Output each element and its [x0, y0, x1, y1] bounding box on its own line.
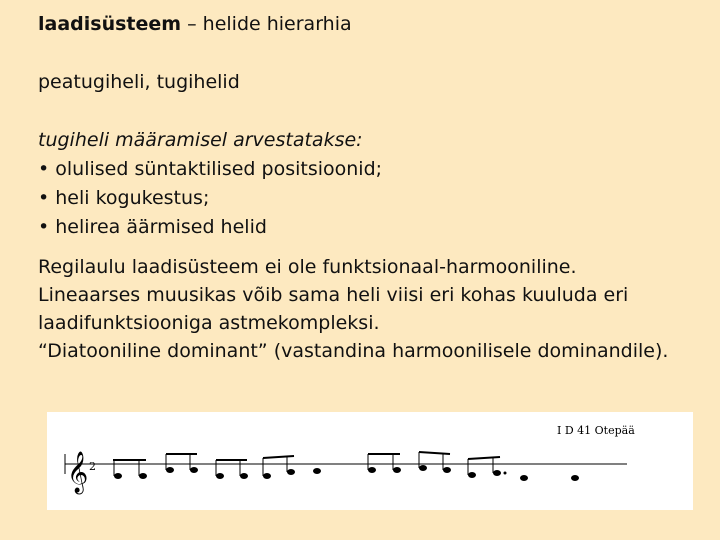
note — [419, 465, 427, 471]
paragraph-line: Regilaulu laadisüsteem ei ole funktsionaal-harmooniline. — [38, 256, 577, 278]
note-group — [419, 452, 451, 473]
music-reference: I D 41 Otepää — [557, 424, 635, 437]
music-example — [47, 412, 693, 510]
bullet: • — [38, 216, 50, 238]
note — [468, 472, 476, 478]
treble-clef-icon: 𝄞 — [67, 452, 89, 493]
beam — [263, 456, 294, 458]
bullet: • — [38, 187, 50, 209]
note — [443, 467, 451, 473]
paragraph-line: laadifunktsiooniga astmekompleksi. — [38, 312, 380, 334]
title-rest: – helide hierarhia — [181, 13, 352, 35]
note-group — [113, 460, 147, 479]
note — [493, 470, 501, 476]
music-notation — [47, 412, 693, 510]
note — [240, 473, 248, 479]
criteria-item-text: heli kogukestus; — [55, 187, 210, 209]
note — [216, 473, 224, 479]
note — [571, 475, 579, 481]
criteria-item-text: olulised süntaktilised positsioonid; — [55, 158, 383, 180]
note — [139, 473, 147, 479]
note — [166, 467, 174, 473]
note — [287, 469, 295, 475]
subtitle: peatugiheli, tugihelid — [38, 71, 240, 93]
title-term: laadisüsteem — [38, 13, 182, 35]
time-signature: 2 — [89, 460, 96, 473]
slide-title — [38, 12, 352, 36]
note — [313, 468, 321, 474]
note — [190, 467, 198, 473]
note — [114, 473, 122, 479]
note-group — [216, 460, 248, 479]
paragraph-line: Lineaarses muusikas võib sama heli viisi eri kohas kuuluda eri — [38, 284, 629, 306]
beam — [468, 457, 500, 459]
dot — [504, 472, 507, 475]
note — [520, 475, 528, 481]
beam — [419, 452, 450, 454]
criteria-item — [38, 157, 382, 181]
criteria-item — [38, 186, 209, 210]
note-group — [263, 456, 321, 479]
paragraph-line: “Diatooniline dominant” (vastandina harmoonilisele dominandile). — [38, 340, 669, 362]
note-group — [468, 457, 528, 481]
note — [368, 467, 376, 473]
note — [263, 473, 271, 479]
bullet: • — [38, 158, 50, 180]
note — [393, 467, 401, 473]
criteria-heading: tugiheli määramisel arvestatakse: — [38, 129, 363, 151]
criteria-item — [38, 215, 267, 239]
criteria-item-text: helirea äärmised helid — [55, 216, 267, 238]
